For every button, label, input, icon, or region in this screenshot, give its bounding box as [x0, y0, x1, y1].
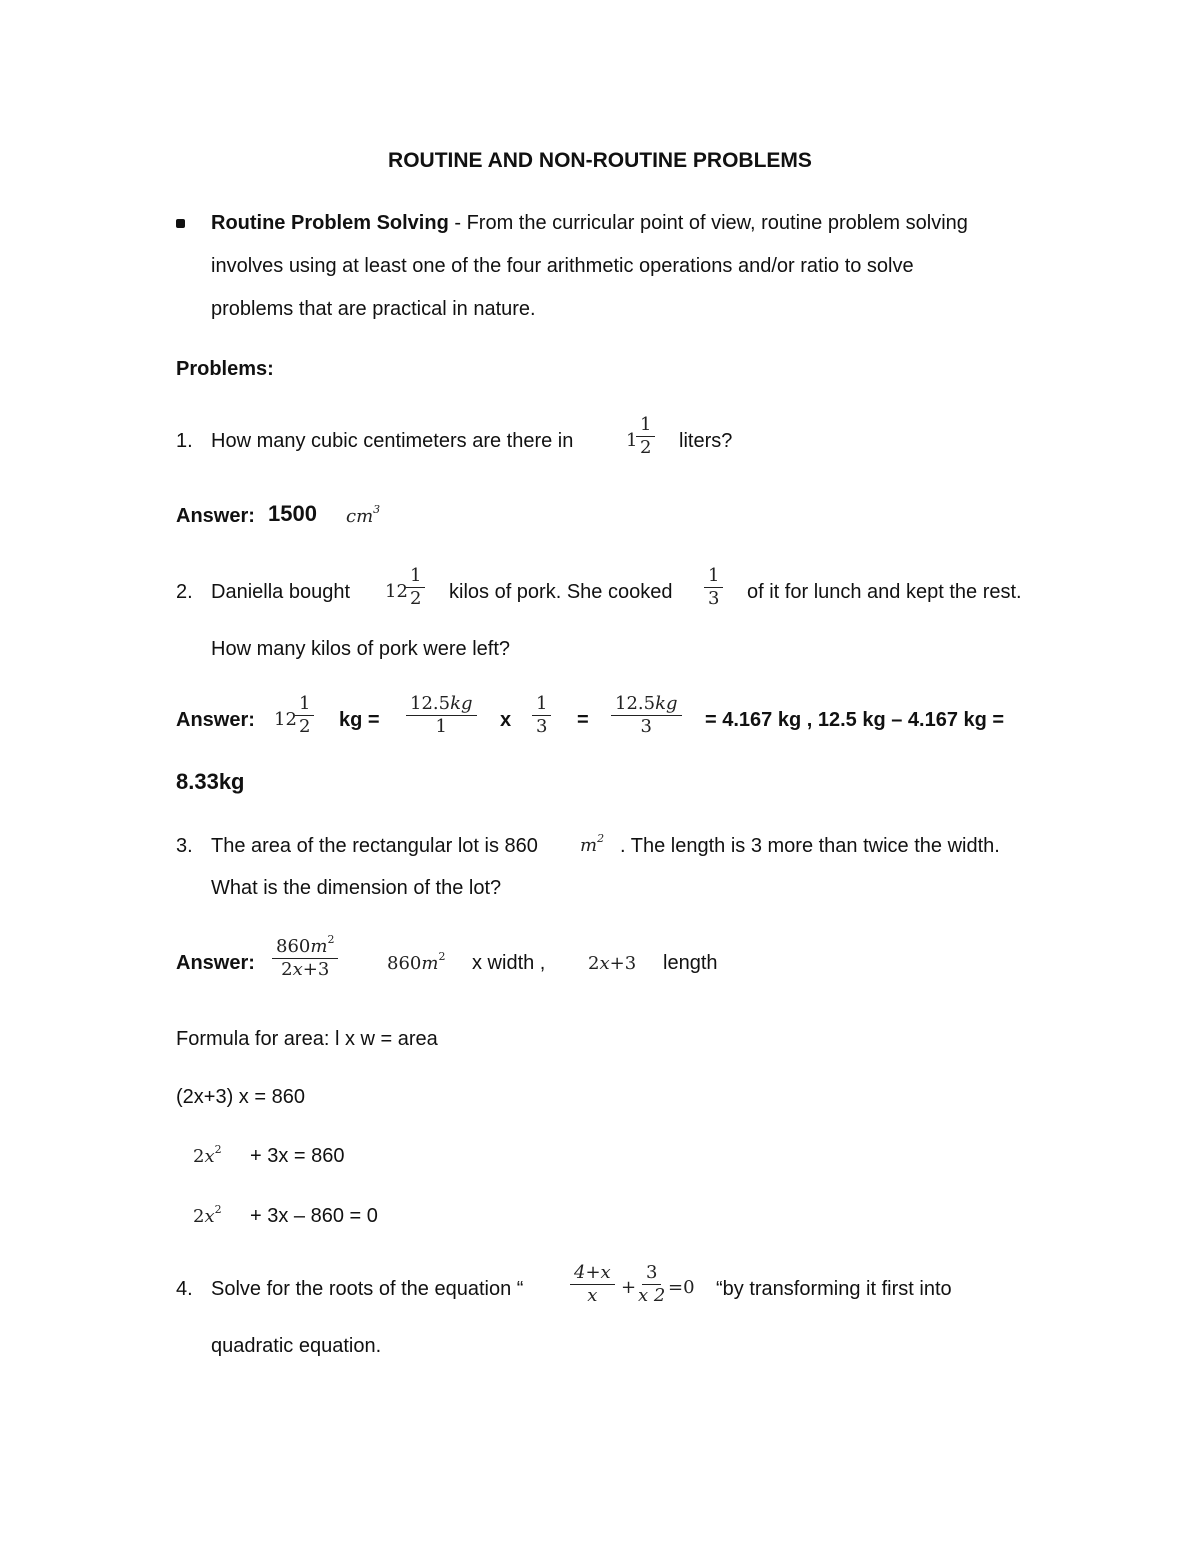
p3-step2-coef: 2 — [193, 1146, 205, 1167]
p3-step3-term — [193, 1205, 222, 1229]
p1-answer-unit-text: cm — [346, 506, 374, 527]
p3-frac-den-a: 2 — [281, 959, 293, 980]
p1-answer-unit — [346, 505, 380, 529]
p2-answer-fraction-1-den: 1 — [435, 716, 447, 737]
bullet-icon — [176, 219, 185, 228]
p3-frac-num-value: 860 — [276, 936, 311, 957]
p2-f3-num-value: 12.5 — [615, 693, 656, 714]
p2-fraction-2 — [704, 566, 723, 609]
routine-definition-line3: problems that are practical in nature. — [211, 298, 536, 320]
p2-answer-equals: = — [577, 709, 589, 731]
p4-fraction-1-num: 4+x — [570, 1263, 615, 1285]
p2-answer-tail: = 4.167 kg , 12.5 kg – 4.167 kg = — [705, 709, 1005, 731]
p3-frac-num-unit: m — [310, 936, 328, 957]
p2-f1-num-unit: kg — [450, 693, 473, 714]
p1-fraction — [636, 415, 655, 458]
p3-text-b: . The length is 3 more than twice the width. — [620, 835, 1000, 857]
p3-frac-num-exp: 2 — [327, 933, 335, 946]
p3-step3-coef: 2 — [193, 1206, 205, 1227]
p3-expr1 — [387, 952, 445, 976]
p3-text-a: The area of the rectangular lot is 860 — [211, 835, 538, 857]
p2-mixed-whole: 12 — [385, 581, 408, 602]
p3-expr1-unit: m — [421, 953, 439, 974]
p1-number: 1. — [176, 430, 193, 452]
p1-question: How many cubic centimeters are there in — [211, 430, 574, 452]
p2-answer-fraction-3 — [611, 694, 682, 737]
p2-text-b: kilos of pork. She cooked — [449, 581, 673, 603]
p1-fraction-num: 1 — [636, 415, 655, 437]
p3-step1: (2x+3) x = 860 — [176, 1086, 305, 1108]
p2-answer-fraction-den: 2 — [299, 716, 311, 737]
p2-fraction-den: 2 — [410, 588, 422, 609]
p3-unit-text: m — [580, 835, 598, 856]
p3-length-label: length — [663, 952, 718, 974]
p3-unit-exp: 2 — [597, 832, 605, 845]
p3-answer-fraction-num — [272, 933, 338, 959]
routine-term: Routine Problem Solving — [211, 212, 449, 234]
problems-heading: Problems: — [176, 358, 274, 380]
p1-answer-unit-exp: 3 — [373, 503, 381, 516]
p2-fraction-2-num: 1 — [704, 566, 723, 588]
p2-fraction-num: 1 — [406, 566, 425, 588]
p2-f1-num-value: 12.5 — [410, 693, 451, 714]
p3-step3-rest: + 3x – 860 = 0 — [250, 1205, 378, 1227]
p2-answer-fraction-3-den: 3 — [640, 716, 652, 737]
routine-definition-line1 — [211, 211, 968, 235]
p2-answer-fraction-1 — [406, 694, 477, 737]
p1-unit: liters? — [679, 430, 733, 452]
p4-number: 4. — [176, 1278, 193, 1300]
p3-expr1-exp: 2 — [438, 950, 446, 963]
p2-answer-fraction-2 — [532, 694, 551, 737]
p3-answer-fraction — [272, 933, 338, 980]
p4-fraction-2 — [634, 1263, 669, 1306]
p3-step3-x: x — [204, 1206, 215, 1227]
p2-answer-result: 8.33kg — [176, 769, 245, 794]
p3-expr2 — [588, 952, 636, 976]
p2-answer-label: Answer: — [176, 709, 255, 731]
p2-text-a: Daniella bought — [211, 581, 350, 603]
p3-formula: Formula for area: l x w = area — [176, 1028, 438, 1050]
p3-line2: What is the dimension of the lot? — [211, 877, 502, 899]
p2-answer-whole: 12 — [274, 709, 297, 730]
p4-equals-zero: =0 — [668, 1277, 695, 1298]
p4-fraction-1-den: x — [587, 1285, 598, 1306]
p3-step3-exp: 2 — [214, 1203, 222, 1216]
p1-answer-label: Answer: — [176, 505, 255, 527]
p4-text-a: Solve for the roots of the equation “ — [211, 1278, 524, 1300]
routine-definition-text: - From the curricular point of view, routine problem solving — [448, 212, 968, 234]
page-title: ROUTINE AND NON-ROUTINE PROBLEMS — [388, 149, 812, 172]
p2-answer-fraction-num: 1 — [295, 694, 314, 716]
p3-expr2-x: x — [599, 953, 610, 974]
p3-answer-label: Answer: — [176, 952, 255, 974]
p4-fraction-2-den: x 2 — [638, 1285, 666, 1306]
p3-frac-den-b: +3 — [302, 959, 330, 980]
p3-expr1-value: 860 — [387, 953, 422, 974]
p4-fraction-1 — [570, 1263, 615, 1306]
p3-frac-den-x: x — [292, 959, 303, 980]
p3-step2-rest: + 3x = 860 — [250, 1145, 345, 1167]
p2-line2: How many kilos of pork were left? — [211, 638, 511, 660]
p3-answer-fraction-den — [277, 959, 333, 980]
p2-answer-fraction-3-num — [611, 694, 682, 716]
p3-step2-x: x — [204, 1146, 215, 1167]
p3-step2-term — [193, 1145, 222, 1169]
p3-width-label: x width , — [472, 952, 546, 974]
p2-answer-fraction-2-num: 1 — [532, 694, 551, 716]
p3-expr2-b: +3 — [609, 953, 637, 974]
p2-number: 2. — [176, 581, 193, 603]
p2-fraction-2-den: 3 — [708, 588, 720, 609]
p2-answer-times: x — [500, 709, 512, 731]
p2-fraction — [406, 566, 425, 609]
p1-mixed-whole: 1 — [626, 430, 638, 451]
p3-expr2-a: 2 — [588, 953, 600, 974]
p2-answer-kg-eq: kg = — [339, 709, 380, 731]
p1-fraction-den: 2 — [640, 437, 652, 458]
routine-definition-line2: involves using at least one of the four arithmetic operations and/or ratio to solve — [211, 255, 914, 277]
p2-text-c: of it for lunch and kept the rest. — [747, 581, 1022, 603]
p4-line2: quadratic equation. — [211, 1335, 382, 1357]
p2-answer-fraction — [295, 694, 314, 737]
p4-text-b: “by transforming it first into — [716, 1278, 952, 1300]
p4-fraction-2-num: 3 — [642, 1263, 661, 1285]
p3-number: 3. — [176, 835, 193, 857]
p2-f3-num-unit: kg — [655, 693, 678, 714]
p2-answer-fraction-2-den: 3 — [536, 716, 548, 737]
p1-answer-value: 1500 — [268, 501, 317, 526]
p3-unit — [580, 834, 604, 858]
p3-step2-exp: 2 — [214, 1143, 222, 1156]
p4-plus: + — [621, 1277, 637, 1298]
p2-answer-fraction-1-num — [406, 694, 477, 716]
